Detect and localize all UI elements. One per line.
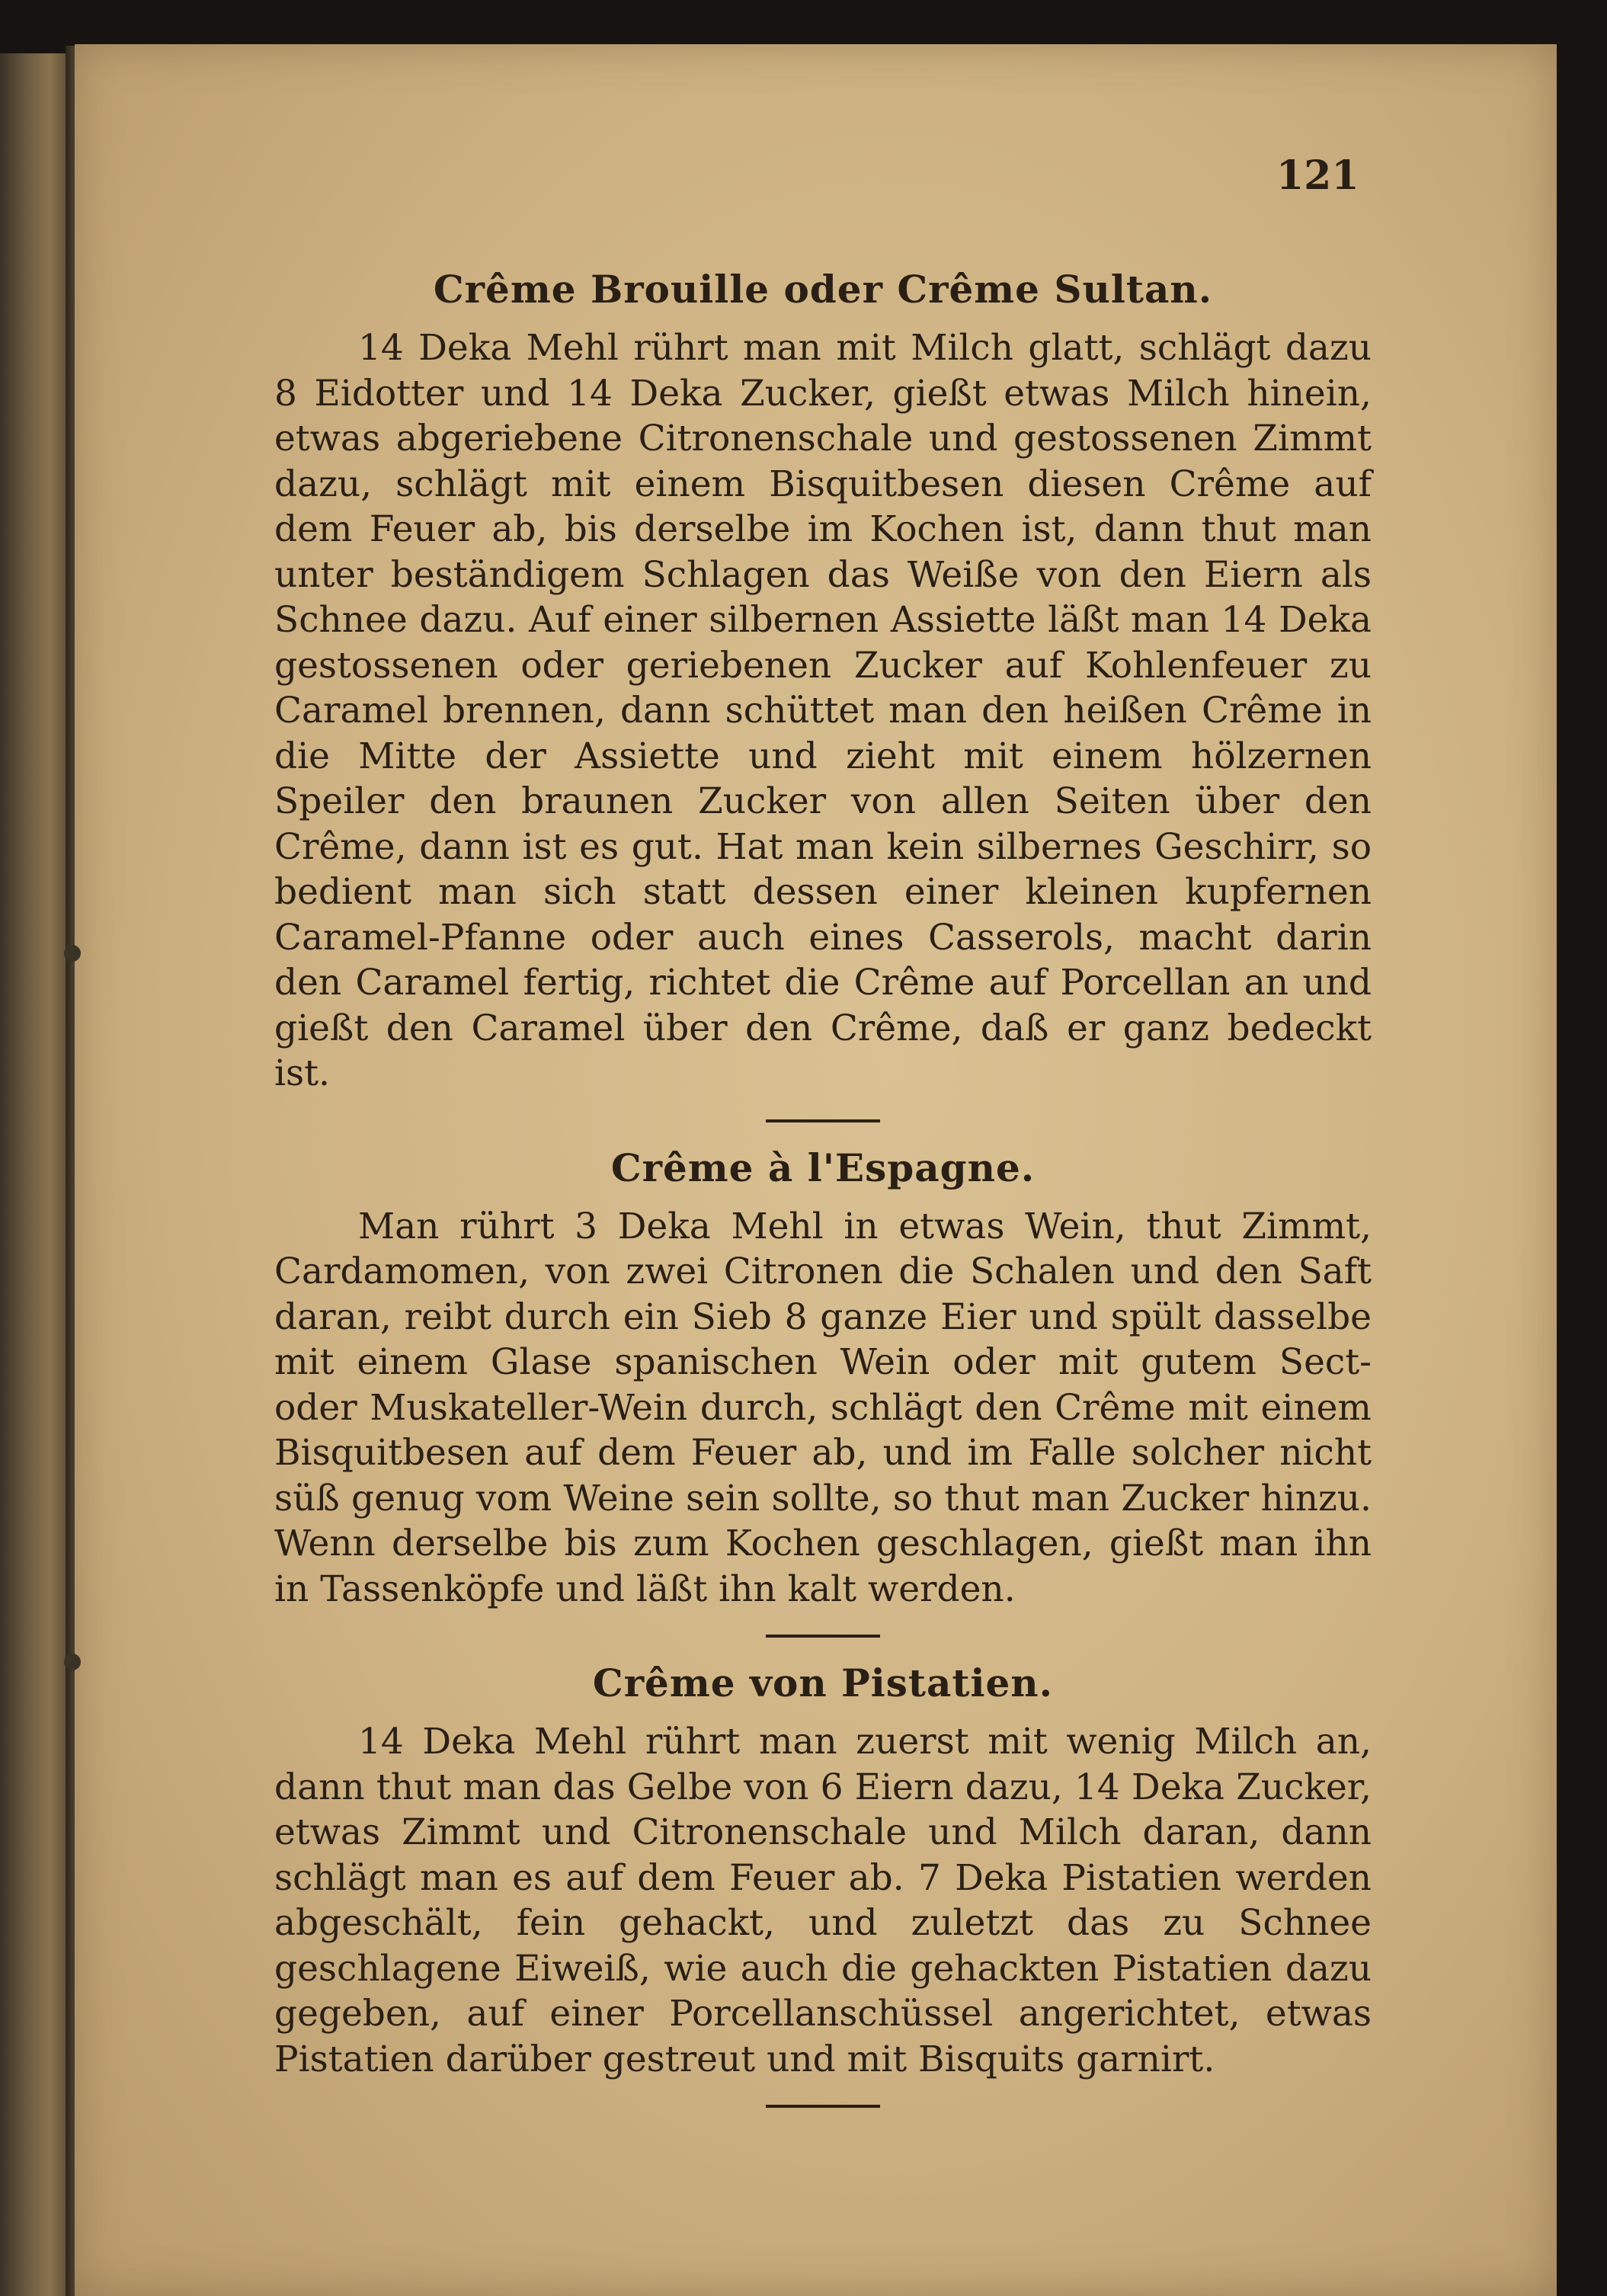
recipe-title: Crême à l'Espagne. xyxy=(610,1145,1036,1190)
binding-stitch xyxy=(64,945,81,962)
facing-page-edge xyxy=(0,53,67,2296)
section-divider xyxy=(766,2105,880,2108)
recipe-text: 14 Deka Mehl rührt man zuerst mit wenig Milch an, dann thut man das Gelbe von 6 Eiern dazu, 14 Deka Zucker, etwas Zimmt und Citronenschale und Milch daran, dann schlägt man es auf dem Feuer ab. 7 Deka Pistatien werden abgeschält, fein gehackt, und zuletzt das zu Schnee geschlagene Eiweiß, wie auch die gehackten Pistatien dazu gegeben, auf einer Porcellanschüssel angerichtet, etwas Pistatien darüber gestreut und mit Bisquits garnirt. xyxy=(274,1721,1372,2080)
section-divider xyxy=(766,1635,880,1638)
recipe-section xyxy=(274,267,1372,1097)
recipe-section xyxy=(274,1145,1372,1612)
recipe-text: Man rührt 3 Deka Mehl in etwas Wein, thut Zimmt, Cardamomen, von zwei Citronen die Schalen und den Saft daran, reibt durch ein Sieb 8 ganze Eier und spült dasselbe mit einem Glase spanischen Wein oder mit gutem Sect- oder Muskateller-Wein durch, schlägt den Crême mit einem Bisquitbesen auf dem Feuer ab, und im Falle solcher nicht süß genug vom Weine sein sollte, so thut man Zucker hinzu. Wenn derselbe bis zum Kochen geschlagen, gießt man ihn in Tassenköpfe und läßt ihn kalt werden. xyxy=(274,1205,1372,1610)
recipe-title: Crême von Pistatien. xyxy=(592,1660,1054,1705)
recipe-section xyxy=(274,1660,1372,2082)
page-content xyxy=(274,137,1372,2131)
recipe-title: Crême Brouille oder Crême Sultan. xyxy=(433,267,1213,312)
recipe-text: 14 Deka Mehl rührt man mit Milch glatt, schlägt dazu 8 Eidotter und 14 Deka Zucker, gießt etwas Milch hinein, etwas abgeriebene Citronenschale und gestossenen Zimmt dazu, schlägt mit einem Bisquitbesen diesen Crême auf dem Feuer ab, bis derselbe im Kochen ist, dann thut man unter beständigem Schlagen das Weiße von den Eiern als Schnee dazu. Auf einer silbernen Assiette läßt man 14 Deka gestossenen oder geriebenen Zucker auf Kohlenfeuer zu Caramel brennen, dann schüttet man den heißen Crême in die Mitte der Assiette und zieht mit einem hölzernen Speiler den braunen Zucker von allen Seiten über den Crême, dann ist es gut. Hat man kein silbernes Geschirr, so bedient man sich statt dessen einer kleinen kupfernen Caramel-Pfanne oder auch eines Casserols, macht darin den Caramel fertig, richtet die Crême auf Porcellan an und gießt den Caramel über den Crême, daß er ganz bedeckt ist. xyxy=(274,327,1372,1094)
binding-stitch xyxy=(64,1654,81,1670)
page-number: 121 xyxy=(1276,152,1359,199)
section-divider xyxy=(766,1119,880,1122)
